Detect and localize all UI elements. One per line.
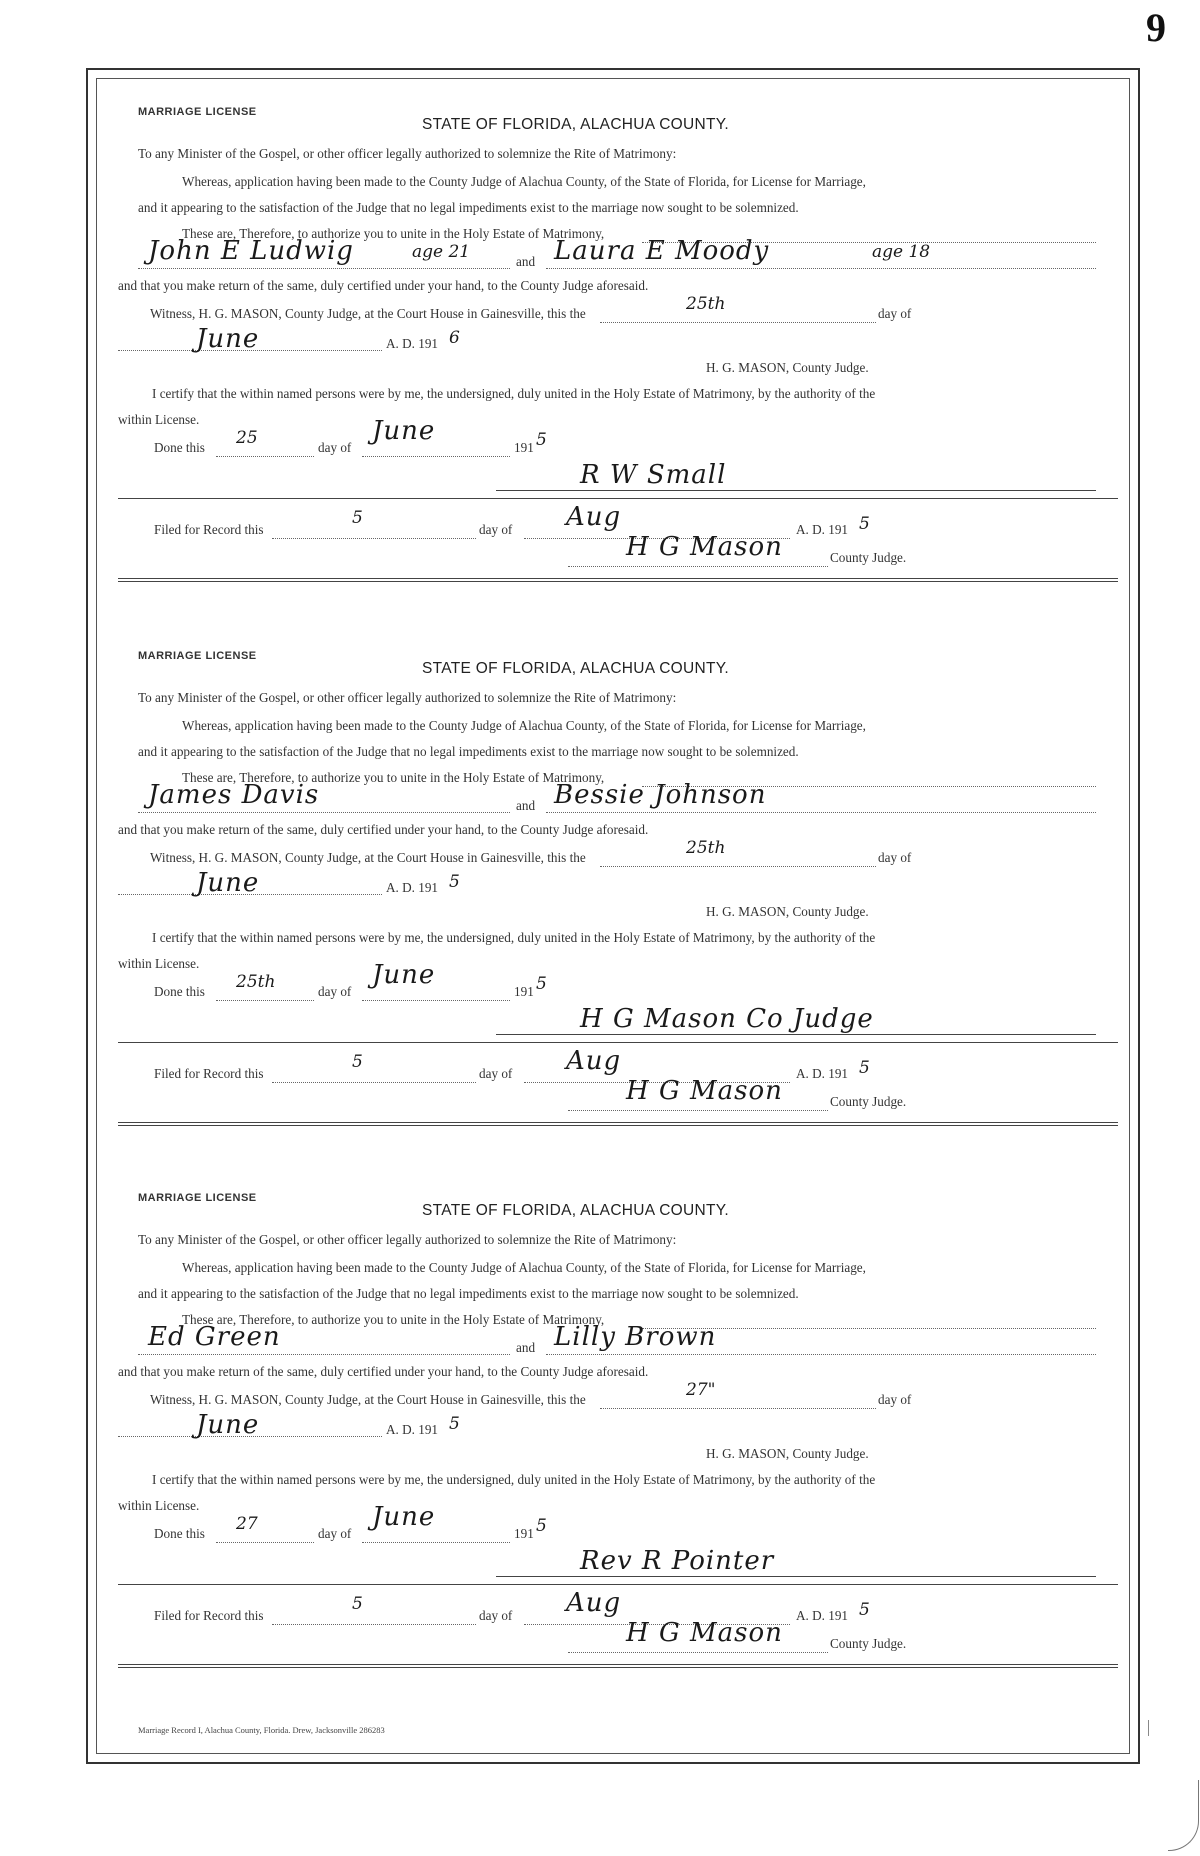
done-year-prefix: 191 xyxy=(514,984,534,999)
filed-ad-text: A. D. 191 xyxy=(796,1066,849,1081)
return-text: and that you make return of the same, duly certified under your hand, to the County Judge aforesaid. xyxy=(118,822,649,837)
intro-text: To any Minister of the Gospel, or other officer legally authorized to solemnize the Rite of Matrimony: xyxy=(138,690,677,705)
officiant-signature: R W Small xyxy=(580,460,727,490)
groom-dotted-line xyxy=(138,1354,510,1355)
witness-day-dotted-line xyxy=(600,1408,876,1409)
page-edge-curl xyxy=(1168,1780,1199,1851)
groom-dotted-line xyxy=(138,812,510,813)
filed-text: Filed for Record this xyxy=(154,1608,264,1623)
return-text: and that you make return of the same, duly certified under your hand, to the County Judge aforesaid. xyxy=(118,278,649,293)
filed-ad-text: A. D. 191 xyxy=(796,1608,849,1623)
witness-year-digit: 6 xyxy=(449,328,460,348)
license-label: MARRIAGE LICENSE xyxy=(138,106,257,118)
witness-month: June xyxy=(196,324,260,354)
page-number: 9 xyxy=(1146,5,1166,50)
whereas-line-1: Whereas, application having been made to the County Judge of Alachua County, of the State of Florida, for License for Marriage, xyxy=(182,718,866,733)
officiant-signature-rule xyxy=(496,1034,1096,1035)
footer-imprint: Marriage Record I, Alachua County, Florida. Drew, Jacksonville 286283 xyxy=(138,1725,385,1735)
filed-month: Aug xyxy=(566,1046,622,1076)
license-heading: STATE OF FLORIDA, ALACHUA COUNTY. xyxy=(422,660,730,677)
witness-month: June xyxy=(196,868,260,898)
witness-text: Witness, H. G. MASON, County Judge, at the Court House in Gainesville, this the xyxy=(150,1392,586,1407)
groom-dotted-line xyxy=(138,268,510,269)
filed-year-digit: 5 xyxy=(859,1600,870,1620)
filed-day-dotted-line xyxy=(272,1624,476,1625)
done-day: 25 xyxy=(236,428,258,448)
filed-day: 5 xyxy=(352,1594,363,1614)
done-year-digit: 5 xyxy=(536,430,547,450)
ad-text: A. D. 191 xyxy=(386,880,439,895)
filed-ad-text: A. D. 191 xyxy=(796,522,849,537)
groom-name: James Davis xyxy=(148,780,320,810)
county-judge-text: County Judge. xyxy=(830,550,907,565)
ad-text: A. D. 191 xyxy=(386,1422,439,1437)
filed-text: Filed for Record this xyxy=(154,1066,264,1081)
groom-age: age 21 xyxy=(412,242,471,262)
license-label: MARRIAGE LICENSE xyxy=(138,650,257,662)
done-year-prefix: 191 xyxy=(514,1526,534,1541)
filed-day-of-text: day of xyxy=(479,522,513,537)
filed-month: Aug xyxy=(566,1588,622,1618)
marriage-license-record-2 xyxy=(96,622,1130,1162)
officiant-signature-rule xyxy=(496,1576,1096,1577)
done-this-text: Done this xyxy=(154,1526,205,1541)
and-text: and xyxy=(516,1340,536,1355)
filed-judge-dotted-line xyxy=(568,566,828,567)
witness-day-dotted-line xyxy=(600,322,876,323)
filed-year-digit: 5 xyxy=(859,514,870,534)
bride-name: Lilly Brown xyxy=(554,1322,717,1352)
license-double-rule xyxy=(118,578,1118,582)
filed-judge-signature: H G Mason xyxy=(626,1618,783,1648)
done-year-prefix: 191 xyxy=(514,440,534,455)
filed-judge-dotted-line xyxy=(568,1110,828,1111)
filed-text: Filed for Record this xyxy=(154,522,264,537)
license-double-rule xyxy=(118,1122,1118,1126)
witness-day-dotted-line xyxy=(600,866,876,867)
filed-judge-dotted-line xyxy=(568,1652,828,1653)
done-month-dotted-line xyxy=(362,1000,510,1001)
done-month: June xyxy=(372,1502,436,1532)
officiant-signature: H G Mason Co Judge xyxy=(580,1004,874,1034)
certify-line-2: within License. xyxy=(118,412,200,427)
section-divider xyxy=(118,498,1118,499)
done-year-digit: 5 xyxy=(536,1516,547,1536)
officiant-signature: Rev R Pointer xyxy=(580,1546,775,1576)
witness-day-of-text: day of xyxy=(878,1392,912,1407)
authorize-text: These are, Therefore, to authorize you to unite in the Holy Estate of Matrimony, xyxy=(182,1312,605,1327)
filed-day-of-text: day of xyxy=(479,1066,513,1081)
filed-year-digit: 5 xyxy=(859,1058,870,1078)
groom-name: John E Ludwig xyxy=(148,236,354,266)
certify-line-2: within License. xyxy=(118,1498,200,1513)
done-day-dotted-line xyxy=(216,456,314,457)
witness-day: 25th xyxy=(686,838,726,858)
witness-year-digit: 5 xyxy=(449,1414,460,1434)
section-divider xyxy=(118,1584,1118,1585)
intro-text: To any Minister of the Gospel, or other officer legally authorized to solemnize the Rite of Matrimony: xyxy=(138,1232,677,1247)
done-day-of-text: day of xyxy=(318,984,352,999)
filed-day-dotted-line xyxy=(272,1082,476,1083)
page-edge-mark xyxy=(1148,1720,1149,1736)
bride-name: Laura E Moody xyxy=(554,236,770,266)
filed-day-of-text: day of xyxy=(479,1608,513,1623)
filed-month: Aug xyxy=(566,502,622,532)
whereas-line-2: and it appearing to the satisfaction of the Judge that no legal impediments exist to the marriage now sought to be solemnized. xyxy=(138,1286,799,1301)
groom-name: Ed Green xyxy=(148,1322,281,1352)
witness-day: 27" xyxy=(686,1380,716,1400)
county-judge-text: County Judge. xyxy=(830,1094,907,1109)
return-text: and that you make return of the same, duly certified under your hand, to the County Judge aforesaid. xyxy=(118,1364,649,1379)
bride-dotted-line xyxy=(546,268,1096,269)
marriage-license-record-1 xyxy=(96,78,1130,618)
judge-signature-line: H. G. MASON, County Judge. xyxy=(706,1446,869,1461)
done-month-dotted-line xyxy=(362,456,510,457)
ad-text: A. D. 191 xyxy=(386,336,439,351)
witness-month: June xyxy=(196,1410,260,1440)
whereas-line-1: Whereas, application having been made to the County Judge of Alachua County, of the State of Florida, for License for Marriage, xyxy=(182,174,866,189)
filed-day: 5 xyxy=(352,1052,363,1072)
section-divider xyxy=(118,1042,1118,1043)
done-day-of-text: day of xyxy=(318,440,352,455)
done-day: 27 xyxy=(236,1514,258,1534)
county-judge-text: County Judge. xyxy=(830,1636,907,1651)
license-label: MARRIAGE LICENSE xyxy=(138,1192,257,1204)
certify-line-1: I certify that the within named persons were by me, the undersigned, duly united in the Holy Estate of Matrimony, by the authority of the xyxy=(152,930,876,945)
bride-name: Bessie Johnson xyxy=(554,780,767,810)
marriage-license-record-3 xyxy=(96,1164,1130,1704)
done-this-text: Done this xyxy=(154,984,205,999)
license-heading: STATE OF FLORIDA, ALACHUA COUNTY. xyxy=(422,1202,730,1219)
bride-age: age 18 xyxy=(872,242,931,262)
authorize-text: These are, Therefore, to authorize you to unite in the Holy Estate of Matrimony, xyxy=(182,226,605,241)
and-text: and xyxy=(516,254,536,269)
done-day: 25th xyxy=(236,972,276,992)
officiant-signature-rule xyxy=(496,490,1096,491)
done-month: June xyxy=(372,960,436,990)
filed-judge-signature: H G Mason xyxy=(626,1076,783,1106)
done-day-of-text: day of xyxy=(318,1526,352,1541)
certify-line-2: within License. xyxy=(118,956,200,971)
witness-day-of-text: day of xyxy=(878,850,912,865)
done-day-dotted-line xyxy=(216,1542,314,1543)
filed-day: 5 xyxy=(352,508,363,528)
done-month: June xyxy=(372,416,436,446)
done-month-dotted-line xyxy=(362,1542,510,1543)
judge-signature-line: H. G. MASON, County Judge. xyxy=(706,360,869,375)
bride-dotted-line xyxy=(546,812,1096,813)
filed-day-dotted-line xyxy=(272,538,476,539)
done-day-dotted-line xyxy=(216,1000,314,1001)
witness-day: 25th xyxy=(686,294,726,314)
done-this-text: Done this xyxy=(154,440,205,455)
done-year-digit: 5 xyxy=(536,974,547,994)
license-heading: STATE OF FLORIDA, ALACHUA COUNTY. xyxy=(422,116,730,133)
filed-judge-signature: H G Mason xyxy=(626,532,783,562)
certify-line-1: I certify that the within named persons were by me, the undersigned, duly united in the Holy Estate of Matrimony, by the authority of the xyxy=(152,1472,876,1487)
license-double-rule xyxy=(118,1664,1118,1668)
witness-year-digit: 5 xyxy=(449,872,460,892)
and-text: and xyxy=(516,798,536,813)
witness-text: Witness, H. G. MASON, County Judge, at the Court House in Gainesville, this the xyxy=(150,306,586,321)
intro-text: To any Minister of the Gospel, or other officer legally authorized to solemnize the Rite of Matrimony: xyxy=(138,146,677,161)
witness-day-of-text: day of xyxy=(878,306,912,321)
whereas-line-2: and it appearing to the satisfaction of the Judge that no legal impediments exist to the marriage now sought to be solemnized. xyxy=(138,744,799,759)
certify-line-1: I certify that the within named persons were by me, the undersigned, duly united in the Holy Estate of Matrimony, by the authority of the xyxy=(152,386,876,401)
judge-signature-line: H. G. MASON, County Judge. xyxy=(706,904,869,919)
bride-dotted-line xyxy=(546,1354,1096,1355)
whereas-line-1: Whereas, application having been made to the County Judge of Alachua County, of the State of Florida, for License for Marriage, xyxy=(182,1260,866,1275)
whereas-line-2: and it appearing to the satisfaction of the Judge that no legal impediments exist to the marriage now sought to be solemnized. xyxy=(138,200,799,215)
authorize-text: These are, Therefore, to authorize you to unite in the Holy Estate of Matrimony, xyxy=(182,770,605,785)
witness-text: Witness, H. G. MASON, County Judge, at the Court House in Gainesville, this the xyxy=(150,850,586,865)
